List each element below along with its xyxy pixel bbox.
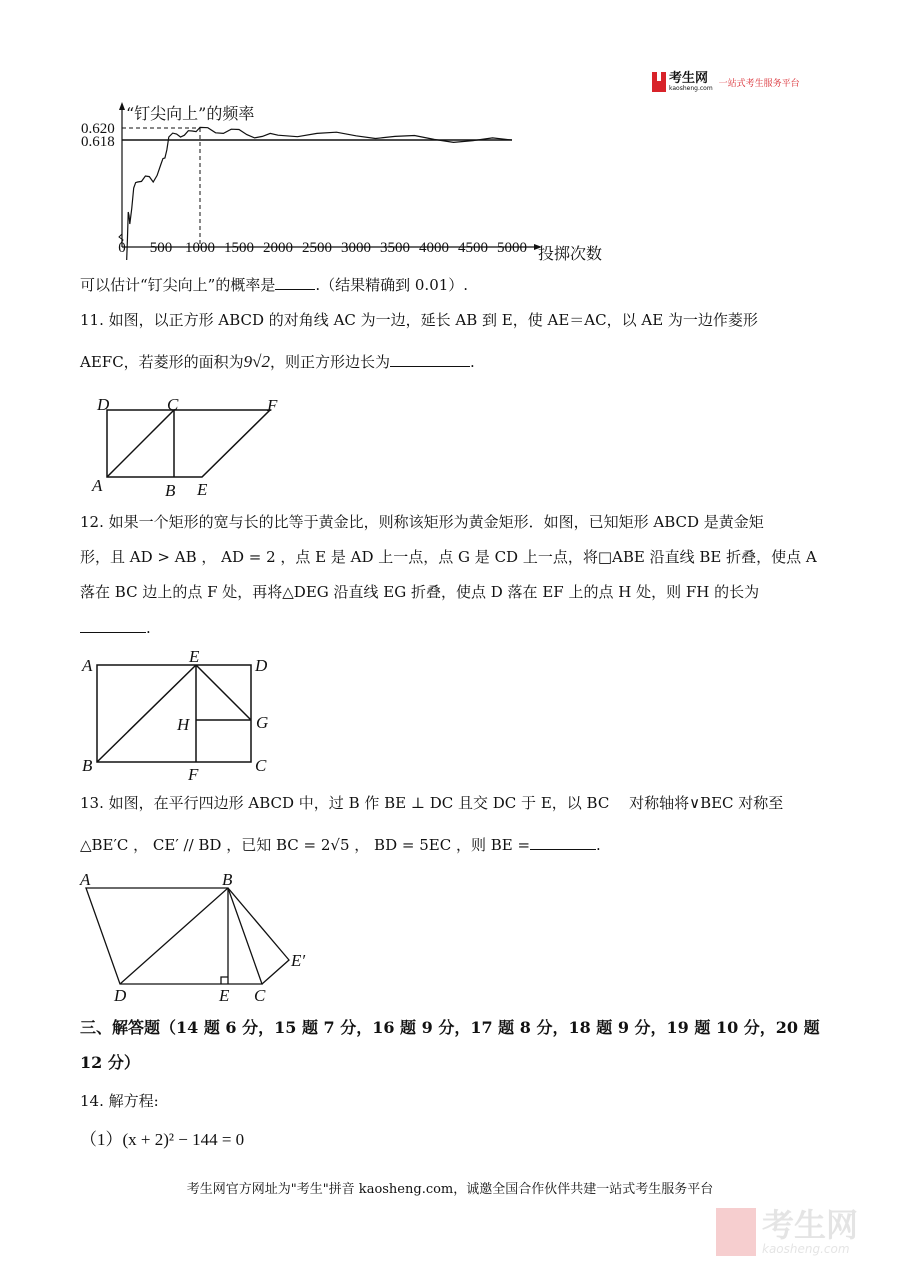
q11-label-d: D	[97, 395, 110, 414]
frequency-chart	[0, 0, 900, 300]
q13-label-e-prime: E′	[291, 951, 306, 970]
watermark-icon	[716, 1208, 756, 1256]
q11-label-e: E	[197, 480, 208, 499]
logo-name: 考生网	[669, 71, 709, 86]
q11-area: 9√2	[243, 352, 271, 371]
q11-label-c: C	[167, 395, 179, 414]
logo-slogan: 一站式考生服务平台	[718, 78, 800, 89]
footer-text: 考生网官方网址为"考生"拼音 kaosheng.com，诚邀全国合作伙伴共建一站式考生服务平台	[186, 1182, 714, 1197]
x-tick-label: 3500	[380, 240, 410, 256]
q12-label-g: G	[256, 713, 269, 732]
x-tick-label: 4500	[458, 240, 488, 256]
watermark-logo	[716, 1208, 858, 1256]
x-tick-label: 1000	[185, 240, 215, 256]
q12-label-e: E	[189, 647, 200, 666]
q10-answer-line	[80, 275, 468, 295]
q11-end: .	[470, 353, 475, 371]
q12-line3: 落在 BC 边上的点 F 处，再将△DEG 沿直线 EG 折叠，使点 D 落在 EF 上的点 H 处，则 FH 的长为	[80, 583, 760, 601]
q12-label-f: F	[188, 765, 199, 784]
q13-label-a: A	[80, 870, 91, 889]
x-tick-label: 500	[149, 240, 173, 256]
q13-line1: 13. 如图，在平行四边形 ABCD 中，过 B 作 BE ⊥ DC 且交 DC 于 E，以 BC 对称轴将∨BEC 对称至	[80, 794, 784, 812]
q13-text: △BE′C ， CE′ // BD ，已知 BC = 2√5 ， BD = 5EC ，则 BE =	[80, 836, 531, 854]
x-tick-label: 0	[118, 240, 126, 256]
q13-end: .	[596, 836, 601, 854]
q12-end: .	[146, 619, 151, 637]
y-tick-0618: 0.618	[81, 134, 115, 150]
q10-text: 可以估计“钉尖向上”的概率是	[80, 276, 276, 294]
q11-label-b: B	[165, 481, 176, 500]
logo-url: kaosheng.com	[669, 85, 713, 92]
section-3-heading-cont: 12 分）	[80, 1053, 140, 1072]
q12-label-h: H	[177, 715, 190, 734]
q13-label-b: B	[222, 870, 233, 889]
q12-figure	[97, 665, 251, 762]
q13-label-d: D	[114, 986, 127, 1005]
q12-label-b: B	[82, 756, 93, 775]
q12-line4	[80, 618, 151, 638]
x-tick-label: 1500	[224, 240, 254, 256]
q13-label-e: E	[219, 986, 230, 1005]
q10-note: .（结果精确到 0.01）.	[315, 276, 469, 294]
q11-text: AEFC，若菱形的面积为	[80, 353, 244, 371]
x-tick-label: 2000	[263, 240, 293, 256]
q11-line1: 11. 如图，以正方形 ABCD 的对角线 AC 为一边，延长 AB 到 E，使 AE＝AC，以 AE 为一边作菱形	[80, 311, 758, 329]
q13-blank	[530, 835, 596, 850]
x-tick-label: 2500	[302, 240, 332, 256]
q13-figure	[86, 888, 289, 984]
q13-label-c: C	[254, 986, 266, 1005]
q11-line2	[80, 352, 475, 372]
x-tick-label: 3000	[341, 240, 371, 256]
q11-blank	[390, 352, 470, 367]
q11-label-f: F	[267, 396, 278, 415]
q10-blank	[275, 275, 315, 290]
q12-blank	[80, 618, 146, 633]
x-tick-label: 4000	[419, 240, 449, 256]
q11-text-b: ，则正方形边长为	[270, 353, 391, 371]
watermark-name: 考生网	[762, 1206, 859, 1244]
q11-label-a: A	[92, 476, 103, 495]
section-3-heading: 三、解答题（14 题 6 分，15 题 7 分，16 题 9 分，17 题 8 分，18 题 9 分，19 题 10 分，20 题	[80, 1018, 820, 1037]
q12-label-a: A	[82, 656, 93, 675]
q14-title: 14. 解方程:	[80, 1092, 159, 1110]
x-tick-label: 5000	[497, 240, 527, 256]
y-tick-0620: 0.620	[81, 121, 115, 137]
q13-line2	[80, 835, 601, 855]
x-axis-label: 投掷次数	[538, 244, 603, 263]
y-axis-arrow	[119, 102, 125, 110]
q12-label-d: D	[255, 656, 268, 675]
q12-line1: 12. 如果一个矩形的宽与长的比等于黄金比，则称该矩形为黄金矩形．如图，已知矩形 ABCD 是黄金矩	[80, 513, 764, 531]
q12-line2: 形，且 AD > AB ， AD = 2 ，点 E 是 AD 上一点，点 G 是 CD 上一点，将□ABE 沿直线 BE 折叠，使点 A	[80, 548, 817, 566]
watermark-url: kaosheng.com	[762, 1242, 850, 1256]
q14-part1: （1）(x + 2)² − 144 = 0	[80, 1130, 245, 1149]
q12-label-c: C	[255, 756, 267, 775]
chart-title: “钉尖向上”的频率	[126, 104, 255, 123]
